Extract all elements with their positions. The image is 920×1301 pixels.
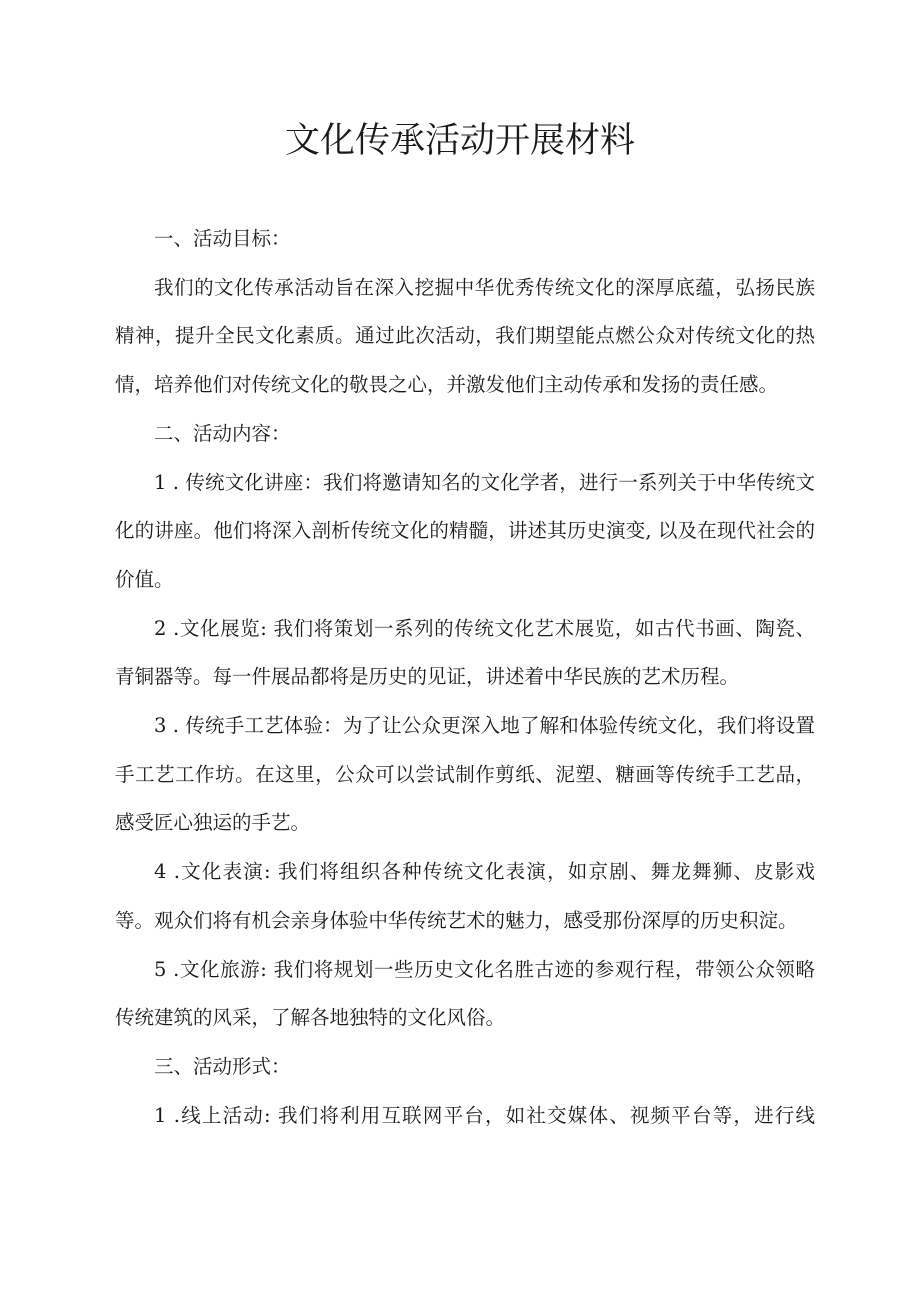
paragraph: 1 .线上活动: 我们将利用互联网平台，如社交媒体、视频平台等，进行线 bbox=[154, 1103, 815, 1127]
paragraph: 1 . 传统文化讲座：我们将邀请知名的文化学者，进行一系列关于中华传统文化的讲座。他们将深入剖析传统文化的精髓，讲述其历史演变, 以及在现代社会的价值。 bbox=[115, 470, 815, 591]
section-heading: 二、活动内容： bbox=[154, 421, 291, 445]
paragraph: 我们的文化传承活动旨在深入挖掘中华优秀传统文化的深厚底蕴，弘扬民族精神，提升全民文化素质。通过此次活动，我们期望能点燃公众对传统文化的热情，培养他们对传统文化的敬畏之心，并激发他们主动传承和发扬的责任感。 bbox=[115, 275, 815, 397]
section-heading: 一、活动目标： bbox=[154, 227, 291, 250]
paragraph: 2 .文化展览: 我们将策划一系列的传统文化艺术展览，如古代书画、陶瓷、青铜器等。每一件展品都将是历史的见证，讲述着中华民族的艺术历程。 bbox=[115, 616, 815, 689]
document-body bbox=[115, 215, 815, 1140]
paragraph: 3 . 传统手工艺体验：为了让公众更深入地了解和体验传统文化，我们将设置手工艺工作坊。在这里，公众可以尝试制作剪纸、泥塑、糖画等传统手工艺品，感受匠心独运的手艺。 bbox=[115, 714, 815, 835]
section-heading: 三、活动形式： bbox=[154, 1054, 291, 1078]
paragraph: 5 .文化旅游: 我们将规划一些历史文化名胜古迹的参观行程，带领公众领略传统建筑的风采，了解各地独特的文化风俗。 bbox=[115, 957, 815, 1030]
paragraph: 4 .文化表演: 我们将组织各种传统文化表演，如京剧、舞龙舞狮、皮影戏等。观众们将有机会亲身体验中华传统艺术的魅力，感受那份深厚的历史积淀。 bbox=[115, 860, 815, 932]
document-title: 文化传承活动开展材料 bbox=[284, 121, 635, 161]
